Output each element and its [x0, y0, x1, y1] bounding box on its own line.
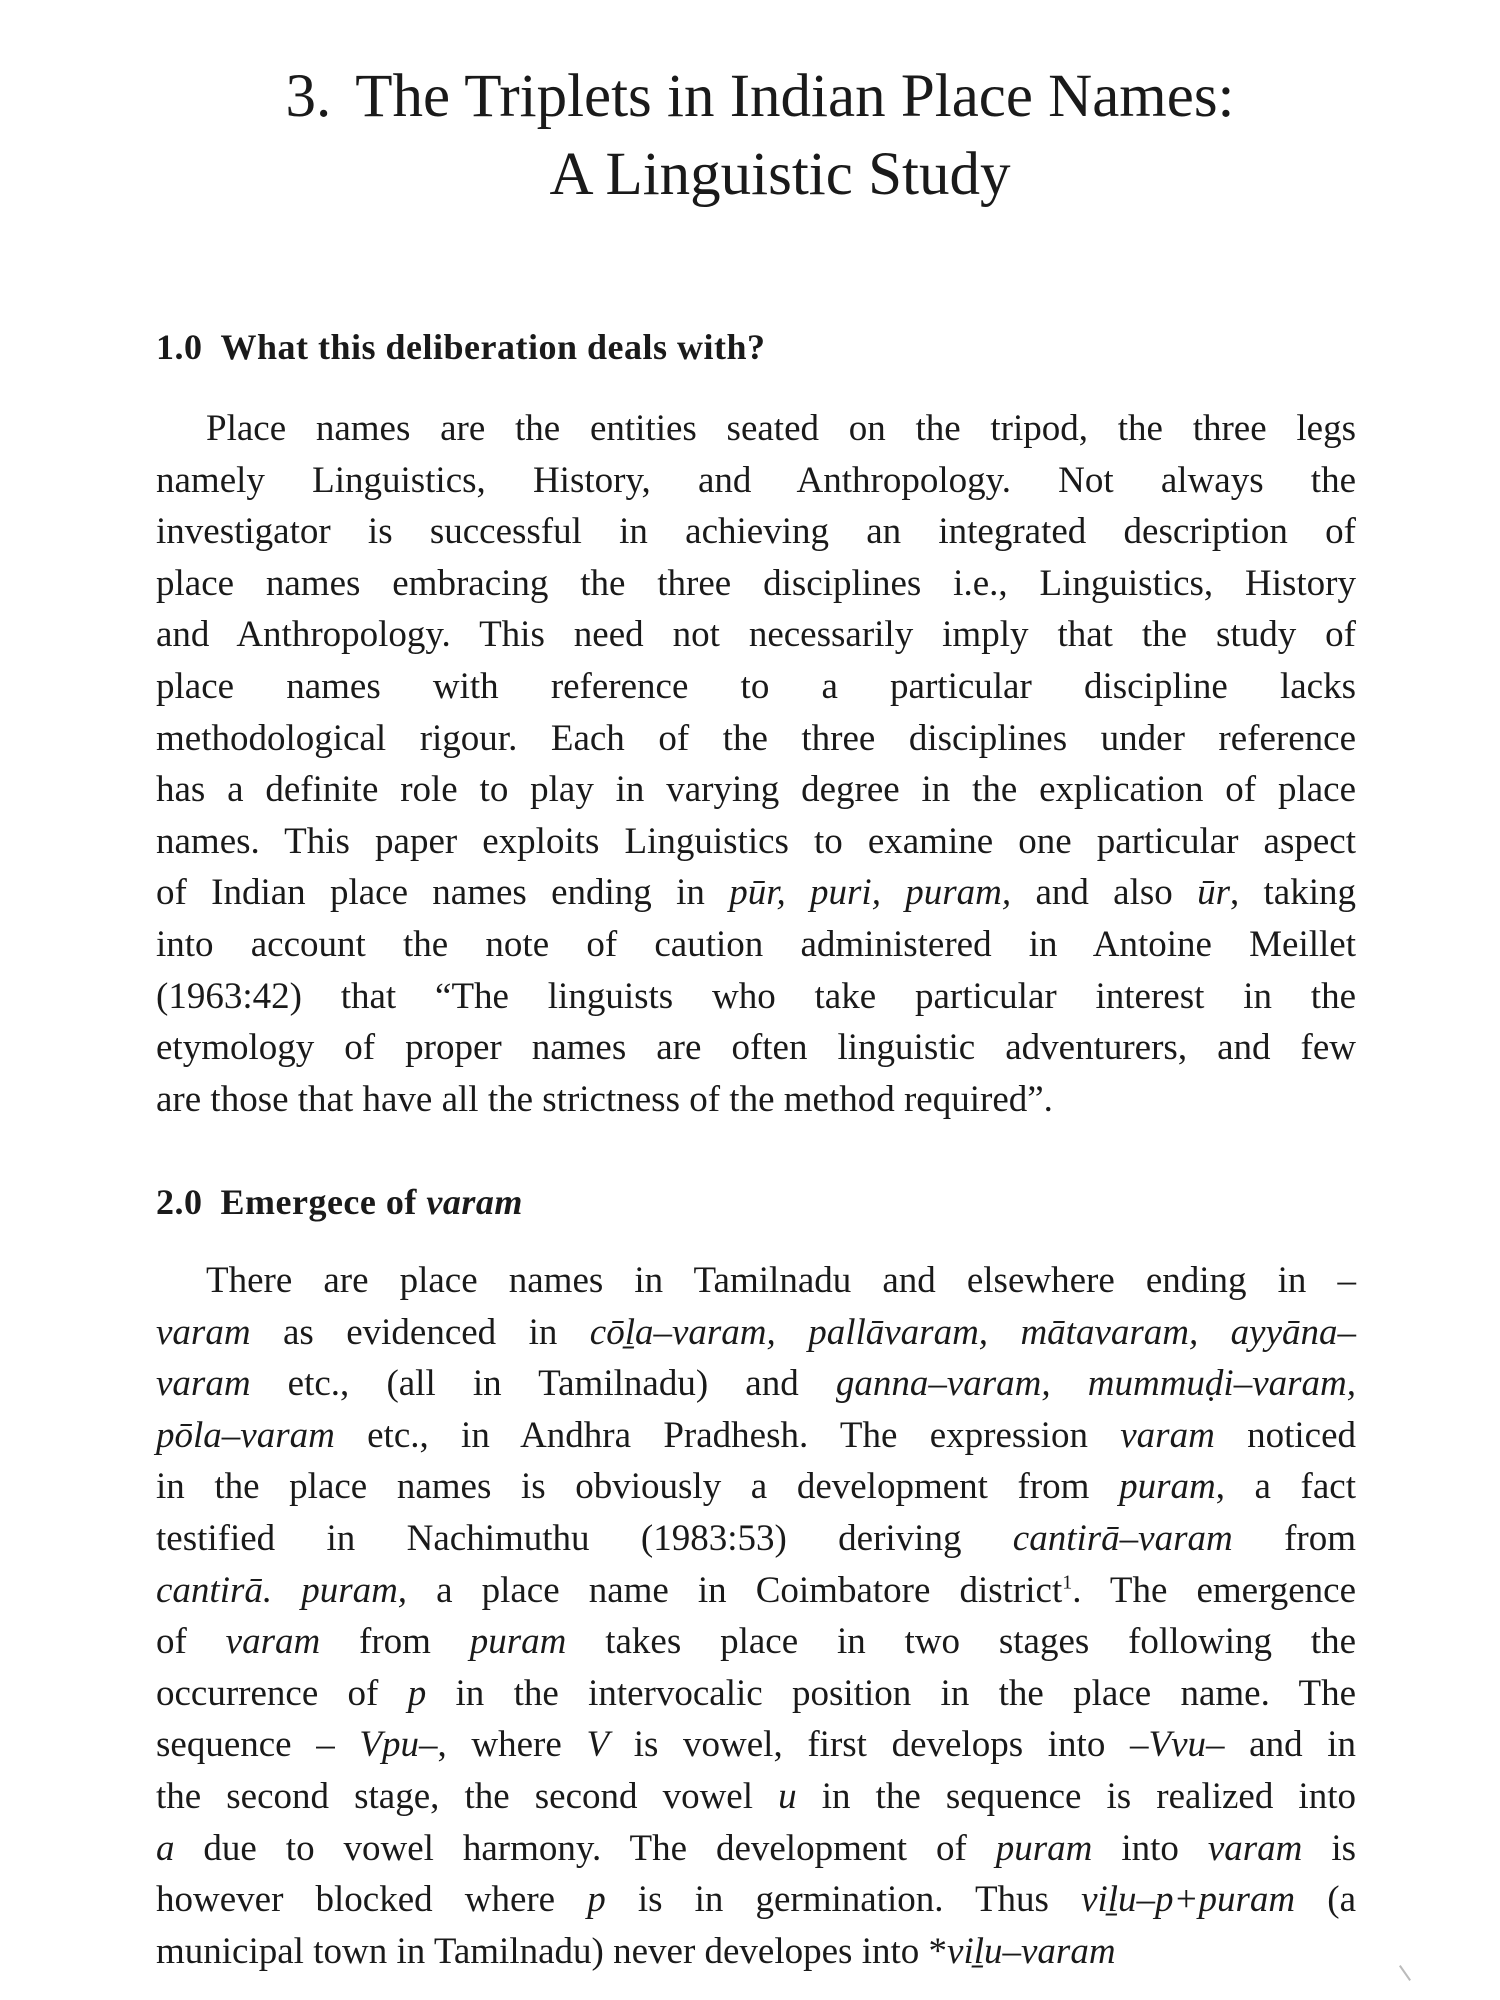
text-line: the second stage, the second vowel u in the sequence is realized into [156, 1775, 1356, 1817]
text-line: varam as evidenced in cōḻa–varam, pallāvaram, mātavaram, ayyāna– [156, 1311, 1357, 1353]
text-line: however blocked where p is in germination. Thus viḻu–p+puram (a [156, 1879, 1357, 1921]
chapter-title-line-1: 3. The Triplets in Indian Place Names: [285, 63, 1235, 130]
chapter-title-line-2: A Linguistic Study [549, 141, 1011, 208]
text-line: etymology of proper names are often linguistic adventurers, and few [156, 1027, 1356, 1069]
text-line: varam etc., (all in Tamilnadu) and ganna–varam, mummuḍi–varam, [156, 1363, 1357, 1405]
text-line: in the place names is obviously a development from puram, a fact [156, 1466, 1357, 1508]
section-number: 2.0 [156, 1182, 203, 1222]
section-title: Emergece of [220, 1182, 427, 1222]
text-line: of Indian place names ending in pūr, puri, puram, and also ūr, taking [156, 872, 1356, 914]
text-line: place names with reference to a particular discipline lacks [156, 665, 1356, 707]
section-title-italic: varam [426, 1182, 523, 1222]
text-line: names. This paper exploits Linguistics to examine one particular aspect [156, 820, 1356, 862]
section-heading-2 [156, 1181, 523, 1223]
text-line: namely Linguistics, History, and Anthropology. Not always the [156, 459, 1356, 501]
paragraph-2 [156, 1255, 1356, 1977]
text-line: a due to vowel harmony. The development of puram into varam is [156, 1827, 1357, 1869]
text-line: (1963:42) that “The linguists who take particular interest in the [156, 975, 1356, 1017]
section-heading-1 [156, 326, 766, 368]
chapter-title [160, 58, 1360, 214]
text-line: cantirā. puram, a place name in Coimbatore district$^1$. The emergence [156, 1569, 1356, 1611]
text-line: occurrence of p in the intervocalic position in the place name. The [156, 1672, 1357, 1714]
text-line: pōla–varam etc., in Andhra Pradhesh. The expression varam noticed [156, 1414, 1356, 1456]
paragraph-1 [156, 403, 1356, 1125]
scan-mark [1399, 1965, 1411, 1981]
section-title: What this deliberation deals with? [220, 327, 766, 367]
text-line: are those that have all the strictness of the method required”. [156, 1078, 1053, 1120]
text-line: Place names are the entities seated on the tripod, the three legs [206, 408, 1356, 449]
section-number: 1.0 [156, 327, 203, 367]
footnote-marker: 1 [1062, 1571, 1073, 1594]
text-line: and Anthropology. This need not necessarily imply that the study of [156, 614, 1356, 656]
chapter-number: 3. [285, 63, 332, 130]
text-line: There are place names in Tamilnadu and elsewhere ending in – [206, 1260, 1356, 1301]
text-line: of varam from puram takes place in two stages following the [156, 1621, 1357, 1663]
text-line: testified in Nachimuthu (1983:53) deriving cantirā–varam from [156, 1517, 1356, 1559]
text-line: has a definite role to play in varying degree in the explication of place [156, 769, 1356, 811]
text-line: methodological rigour. Each of the three disciplines under reference [156, 717, 1356, 759]
text-line: place names embracing the three disciplines i.e., Linguistics, History [156, 562, 1356, 604]
text-line: sequence – Vpu–, where V is vowel, first develops into –Vvu– and in [156, 1724, 1356, 1766]
text-line: investigator is successful in achieving an integrated description of [156, 511, 1356, 553]
text-line: municipal town in Tamilnadu) never developes into *viḻu–varam [156, 1930, 1116, 1972]
text-line: into account the note of caution administered in Antoine Meillet [156, 923, 1356, 965]
